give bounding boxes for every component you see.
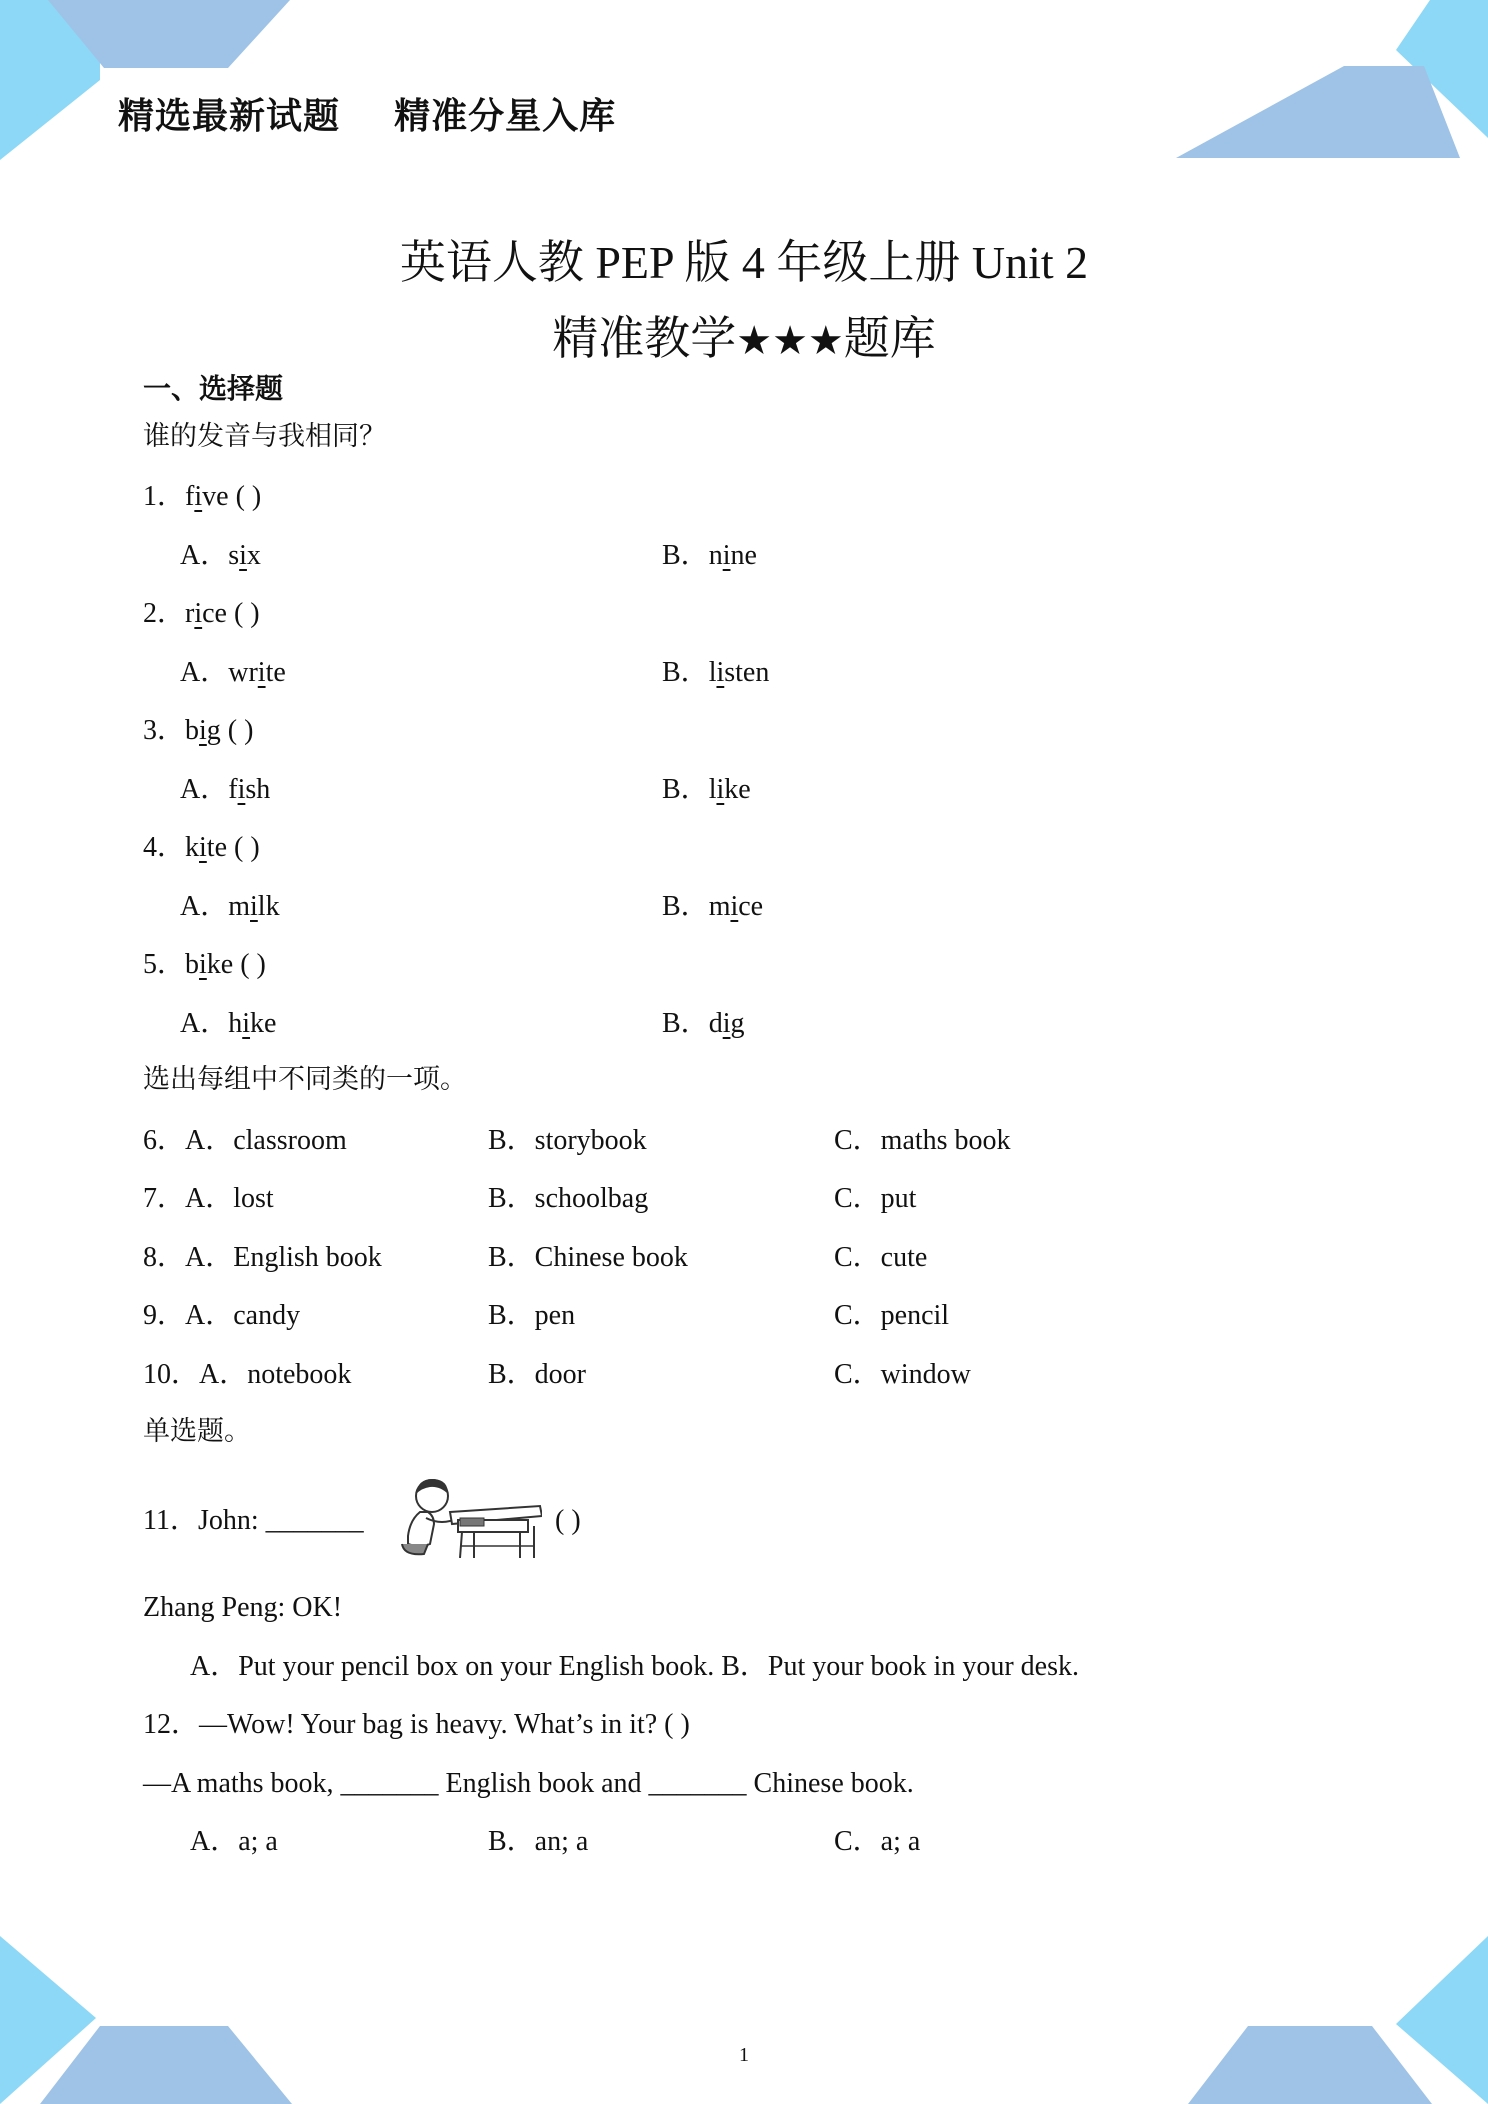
option-a[interactable] bbox=[180, 773, 270, 807]
word-part: ke bbox=[206, 949, 234, 980]
underlined-letter: i bbox=[199, 715, 207, 746]
deco-shape-top-right-dark bbox=[1176, 66, 1460, 158]
question-11-prompt: 11．John: _______ bbox=[143, 1505, 364, 1536]
word-part: te bbox=[265, 657, 286, 688]
answer-blank: ( ) bbox=[228, 481, 262, 512]
boy-at-desk-illustration bbox=[394, 1474, 542, 1558]
option-label: A． bbox=[180, 1008, 229, 1039]
word-part: r bbox=[185, 598, 195, 629]
option-label: A． bbox=[180, 774, 229, 805]
answer-blank: ( ) bbox=[226, 598, 260, 629]
question-number: 3． bbox=[143, 715, 186, 746]
question-7-option-a[interactable]: 7．A．lost bbox=[143, 1183, 274, 1214]
word-part: sh bbox=[245, 774, 271, 805]
question-6-option-c[interactable]: C．maths book bbox=[834, 1125, 1011, 1156]
option-label: A． bbox=[180, 891, 229, 922]
question-9-option-b[interactable]: B．pen bbox=[488, 1300, 576, 1331]
word-part: m bbox=[228, 891, 251, 922]
option-b[interactable] bbox=[662, 890, 763, 924]
word-part: l bbox=[708, 774, 717, 805]
underlined-letter: i bbox=[199, 832, 207, 863]
underlined-letter: i bbox=[250, 891, 258, 922]
word-part: m bbox=[708, 891, 731, 922]
underlined-letter: i bbox=[239, 540, 247, 571]
word-part: f bbox=[228, 774, 238, 805]
word-part: b bbox=[185, 949, 200, 980]
underlined-letter: i bbox=[194, 481, 203, 512]
question-6-option-a[interactable]: 6．A．classroom bbox=[143, 1125, 347, 1156]
answer-blank: ( ) bbox=[227, 832, 260, 863]
underlined-letter: i bbox=[730, 891, 739, 922]
question-6-option-b[interactable]: B．storybook bbox=[488, 1125, 647, 1156]
question-number: 1． bbox=[143, 481, 186, 512]
word-part: ve bbox=[202, 481, 229, 512]
star-rating: ★★★ bbox=[736, 318, 844, 364]
question-7-option-b[interactable]: B．schoolbag bbox=[488, 1183, 649, 1214]
option-label: B． bbox=[662, 657, 709, 688]
option-b[interactable] bbox=[662, 656, 769, 690]
word-part: k bbox=[185, 832, 200, 863]
question-12-option-c[interactable]: C．a; a bbox=[834, 1826, 921, 1857]
option-label: B． bbox=[662, 774, 709, 805]
page-number: 1 bbox=[739, 2044, 749, 2066]
underlined-letter: i bbox=[257, 657, 266, 688]
question-12-option-a[interactable]: A．a; a bbox=[190, 1826, 278, 1857]
option-a[interactable] bbox=[180, 1007, 276, 1041]
word-part: l bbox=[708, 657, 717, 688]
document-title: 英语人教 PEP 版 4 年级上册 Unit 2 bbox=[399, 237, 1089, 288]
question-number: 4． bbox=[143, 832, 186, 863]
question-9-option-c[interactable]: C．pencil bbox=[834, 1300, 950, 1331]
part3-instruction: 单选题。 bbox=[143, 1416, 251, 1447]
option-label: B． bbox=[662, 891, 709, 922]
underlined-letter: i bbox=[716, 774, 725, 805]
option-b[interactable] bbox=[662, 773, 751, 807]
question-8-option-a[interactable]: 8．A．English book bbox=[143, 1242, 382, 1273]
part1-instruction: 谁的发音与我相同？ bbox=[143, 421, 386, 452]
underlined-letter: i bbox=[237, 774, 246, 805]
question-12-option-b[interactable]: B．an; a bbox=[488, 1826, 589, 1857]
option-a[interactable] bbox=[180, 890, 280, 924]
word-part: g bbox=[206, 715, 221, 746]
question-11-answer-blank[interactable]: ( ) bbox=[555, 1505, 581, 1536]
word-part: sten bbox=[724, 657, 770, 688]
underlined-letter: i bbox=[199, 949, 207, 980]
document-subtitle bbox=[0, 302, 1488, 368]
word-part: ke bbox=[250, 1008, 277, 1039]
option-a[interactable] bbox=[180, 656, 286, 690]
option-b[interactable] bbox=[662, 539, 757, 573]
question-2 bbox=[143, 597, 260, 631]
option-label: B． bbox=[662, 540, 709, 571]
word-part: ke bbox=[724, 774, 751, 805]
option-label: A． bbox=[180, 540, 229, 571]
subtitle-suffix: 题库 bbox=[843, 313, 936, 364]
question-number: 2． bbox=[143, 598, 186, 629]
word-part: lk bbox=[257, 891, 280, 922]
question-10-option-b[interactable]: B．door bbox=[488, 1359, 587, 1390]
option-b[interactable] bbox=[662, 1007, 744, 1041]
question-11-reply: Zhang Peng: OK! bbox=[143, 1592, 343, 1623]
header-slogan: 精选最新试题 精准分星入库 bbox=[118, 96, 617, 137]
question-12-sentence: —A maths book, _______ English book and _______ Chinese book. bbox=[143, 1768, 914, 1799]
word-part: n bbox=[708, 540, 723, 571]
question-10-option-c[interactable]: C．window bbox=[834, 1359, 971, 1390]
question-number: 5． bbox=[143, 949, 186, 980]
underlined-letter: i bbox=[722, 1008, 731, 1039]
word-part: d bbox=[708, 1008, 723, 1039]
underlined-letter: i bbox=[242, 1008, 251, 1039]
underlined-letter: i bbox=[722, 540, 731, 571]
word-part: s bbox=[228, 540, 240, 571]
question-3 bbox=[143, 714, 253, 748]
underlined-letter: i bbox=[194, 598, 203, 629]
section-heading: 一、选择题 bbox=[143, 372, 284, 405]
question-11-options[interactable]: A．Put your pencil box on your English book. B．Put your book in your desk. bbox=[190, 1651, 1079, 1682]
question-7-option-c[interactable]: C．put bbox=[834, 1183, 917, 1214]
word-part: ne bbox=[730, 540, 757, 571]
part2-instruction: 选出每组中不同类的一项。 bbox=[143, 1064, 467, 1095]
question-8-option-b[interactable]: B．Chinese book bbox=[488, 1242, 688, 1273]
question-12-prompt: 12．—Wow! Your bag is heavy. What’s in it? ( ) bbox=[143, 1709, 690, 1740]
question-10-option-a[interactable]: 10．A．notebook bbox=[143, 1359, 352, 1390]
word-part: wr bbox=[228, 657, 258, 688]
word-part: h bbox=[228, 1008, 243, 1039]
question-8-option-c[interactable]: C．cute bbox=[834, 1242, 928, 1273]
underlined-letter: i bbox=[716, 657, 725, 688]
question-9-option-a[interactable]: 9．A．candy bbox=[143, 1300, 301, 1331]
word-part: f bbox=[185, 481, 195, 512]
question-4 bbox=[143, 831, 260, 865]
answer-blank: ( ) bbox=[233, 949, 266, 980]
word-part: te bbox=[206, 832, 228, 863]
question-1 bbox=[143, 480, 261, 514]
option-label: B． bbox=[662, 1008, 709, 1039]
question-5 bbox=[143, 948, 266, 982]
word-part: x bbox=[246, 540, 261, 571]
option-a[interactable] bbox=[180, 539, 261, 573]
word-part: g bbox=[730, 1008, 745, 1039]
word-part: b bbox=[185, 715, 200, 746]
word-part: ce bbox=[738, 891, 764, 922]
option-label: A． bbox=[180, 657, 229, 688]
word-part: ce bbox=[202, 598, 227, 629]
subtitle-text: 精准教学 bbox=[552, 313, 737, 364]
answer-blank: ( ) bbox=[220, 715, 254, 746]
